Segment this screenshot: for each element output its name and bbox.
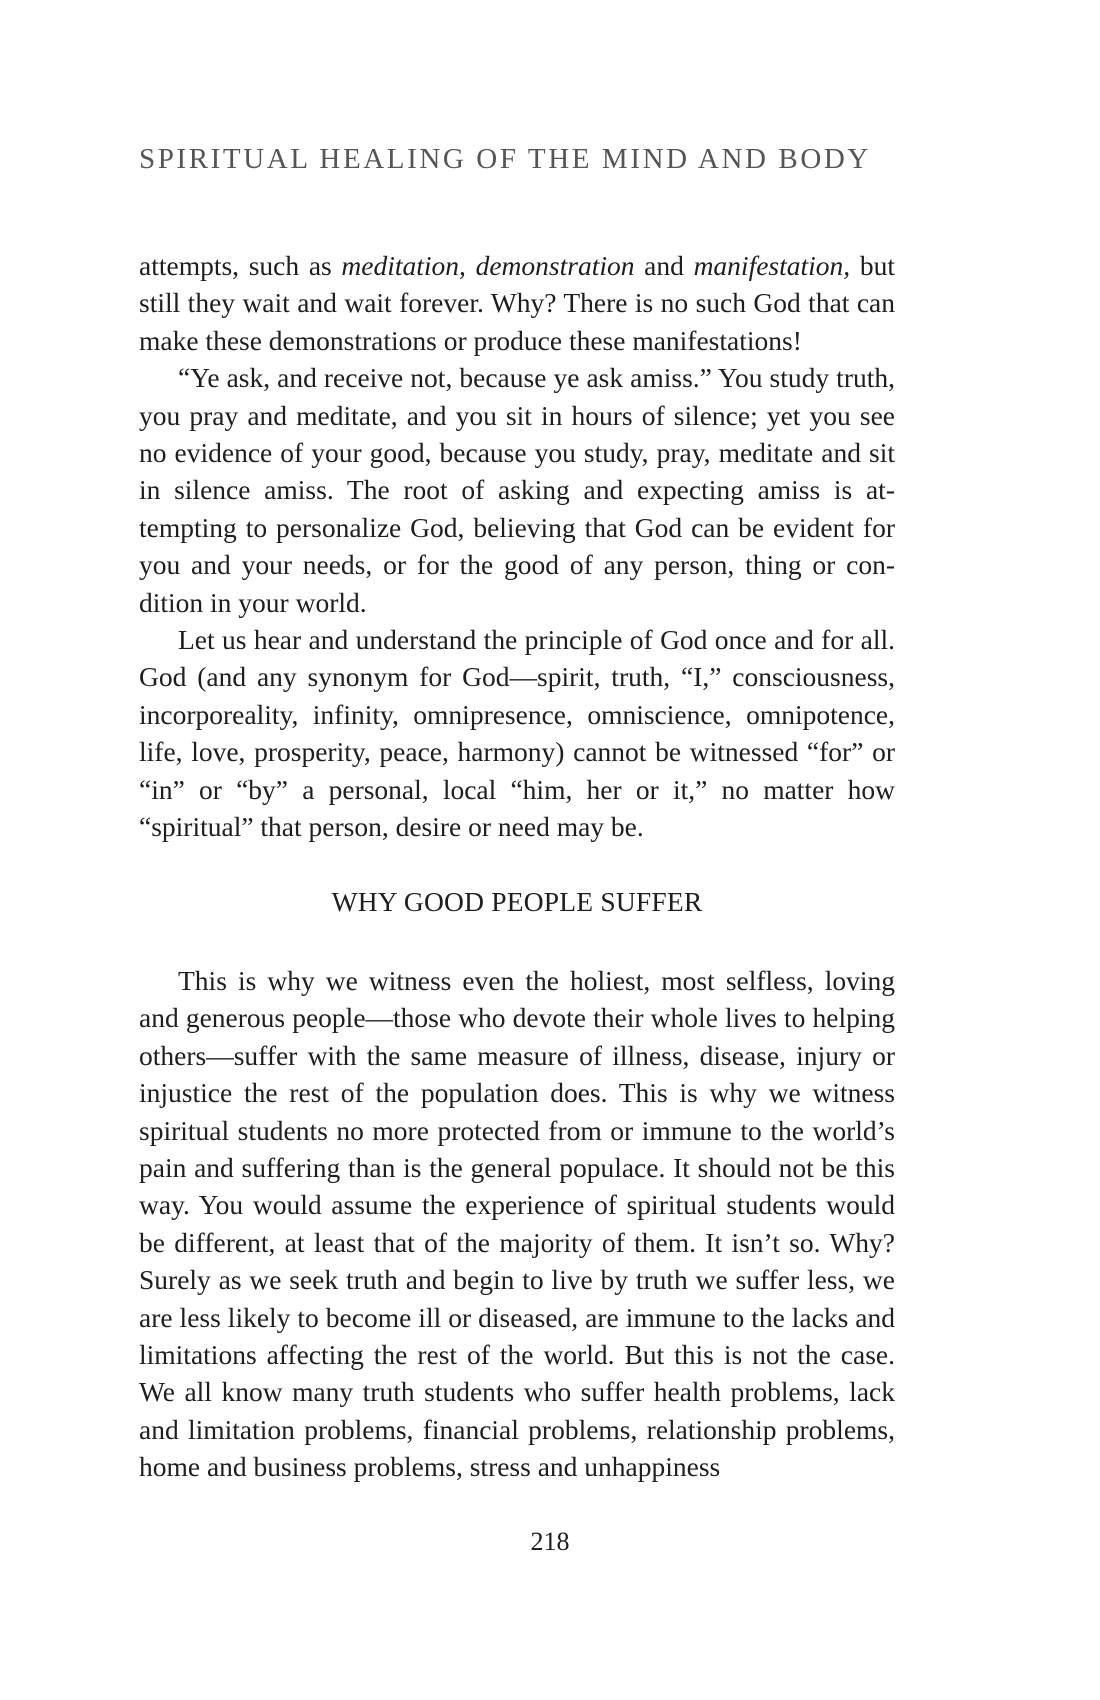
paragraph-rest: but still they wait and wait forever. Why? There is no such God that can make these demonstrations or produce these manifestations! [139,250,895,356]
running-head: SPIRITUAL HEALING OF THE MIND AND BODY [139,143,871,175]
paragraph: Let us hear and understand the principle of God once and for all. God (and any synonym for God—spirit, truth, “I,” consciousness, incorporeality, infinity, omnipresence, omniscience, omnipotence, life, love, prosperity, peace, harmony) cannot be witnessed “for” or “in” or “by” a personal, local “him, her or it,” no matter how “spiritual” that person, desire or need may be. [139,624,895,843]
italic-term: meditation, demonstration [341,250,635,281]
body-text [139,247,895,1486]
page-number: 218 [530,1527,570,1556]
paragraph [139,247,895,359]
section-heading: WHY GOOD PEOPLE SUFFER [331,885,703,917]
paragraph: This is why we witness even the holiest, most selfless, loving and generous people—those who devote their whole lives to helping others—suffer with the same measure of illness, disease, injury or injustice the rest of the population does. This is why we witness spiritual students no more protected from or immune to the world’s pain and suffering than is the general populace. It should not be this way. You would assume the experience of spiritual students would be different, at least that of the majority of them. It isn’t so. Why? Surely as we seek truth and begin to live by truth we suffer less, we are less likely to become ill or diseased, are immune to the lacks and limitations affecting the rest of the world. But this is not the case. We all know many truth students who suffer health problems, lack and limitation problems, financial problems, relationship problems, home and business problems, stress and unhappiness [139,964,895,1483]
paragraph: “Ye ask, and receive not, because ye ask amiss.” You study truth, you pray and meditate, and you sit in hours of silence; yet you see no evidence of your good, because you study, pray, meditate and sit in silence amiss. The root of asking and expecting amiss is attempting to personalize God, believing that God can be evident for you and your needs, or for the good of any person, thing or condition in your world. [139,362,895,618]
paragraph-lead: attempts, such as [139,250,342,281]
italic-term: manifestation, [693,250,851,281]
paragraph-joiner: and [634,250,694,281]
